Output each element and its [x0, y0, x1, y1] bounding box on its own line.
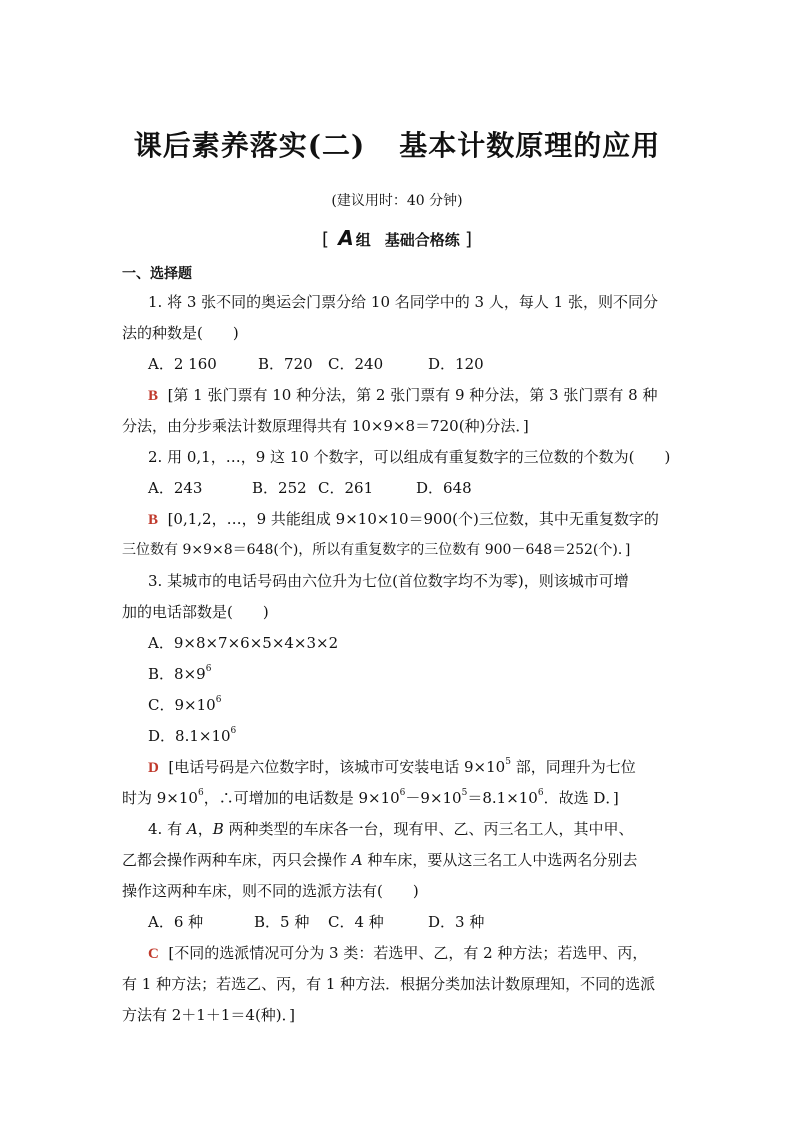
q4-explanation-line1 [148, 943, 647, 964]
q3-exp2-b: ，∴可增加的电话数是 9×10 [203, 789, 400, 807]
page-title [0, 124, 794, 164]
q1-exp1: [第 1 张门票有 10 种分法，第 2 张门票有 9 种分法，第 3 张门票有 8 种 [167, 386, 658, 404]
q2-option-b: B．252 [252, 479, 307, 497]
q3-exp2-s3: 5 [461, 788, 468, 798]
q3-option-c-exp: 6 [215, 695, 222, 705]
q3-exp2-d: ＝8.1×10 [467, 789, 538, 807]
q4-l1-var-b: B [212, 820, 224, 838]
bracket-open: [ [321, 229, 329, 250]
group-word: 组 [355, 231, 371, 249]
q3-exp2-c: －9×10 [405, 789, 462, 807]
q4-l1-comma: ， [197, 820, 213, 838]
q3-exp2-s4: 6 [537, 788, 544, 798]
q3-line2: 加的电话部数是( ) [122, 603, 269, 621]
q3-option-c-base: C．9×10 [148, 696, 216, 714]
q4-option-a: A．6 种 [148, 913, 204, 931]
q3-exp2-a: 时为 9×10 [122, 789, 198, 807]
q3-line1: 3. 某城市的电话号码由六位升为七位(首位数字均不为零)，则该城市可增 [148, 572, 629, 590]
q3-option-c [148, 695, 221, 715]
title-left: 课后素养落实(二) [133, 129, 366, 162]
q3-option-d [148, 726, 236, 746]
q4-line1 [148, 819, 634, 839]
q3-exp2-s1: 6 [197, 788, 204, 798]
q2-line1: 2. 用 0,1，…，9 这 10 个数字，可以组成有重复数字的三位数的个数为( ) [148, 448, 671, 466]
q4-answer: C [148, 946, 159, 962]
q1-option-a: A．2 160 [148, 355, 217, 373]
q1-option-b: B．720 [258, 355, 313, 373]
q4-l1-b: 两种类型的车床各一台，现有甲、乙、丙三名工人，其中甲、 [223, 820, 634, 838]
q3-option-b-exp: 6 [205, 664, 212, 674]
section-heading: 一、选择题 [122, 266, 192, 282]
title-right: 基本计数原理的应用 [399, 129, 661, 162]
q3-answer: D [148, 760, 159, 776]
q3-explanation-line1 [148, 757, 636, 778]
q2-option-d: D．648 [416, 479, 472, 497]
q4-line2 [122, 850, 637, 870]
time-note: (建议用时：40 分钟) [331, 193, 463, 209]
q3-exp1-b: 部，同理升为七位 [510, 758, 636, 776]
q2-option-a: A．243 [148, 479, 203, 497]
q3-exp2-s2: 6 [399, 788, 406, 798]
q3-option-d-exp: 6 [230, 726, 237, 736]
q1-explanation-line2: 分法，由分步乘法计数原理得共有 10×9×8＝720(种)分法．] [122, 417, 529, 435]
q4-exp1: [不同的选派情况可分为 3 类：若选甲、乙，有 2 种方法；若选甲、丙， [168, 944, 648, 962]
q4-l1-a: 4. 有 [148, 820, 187, 838]
q1-answer: B [148, 388, 159, 404]
q3-exp1-sup: 5 [505, 757, 511, 767]
q3-option-d-base: D．8.1×10 [148, 727, 231, 745]
q1-option-d: D．120 [428, 355, 484, 373]
q3-exp1-a: [电话号码是六位数字时，该城市可安装电话 9×10 [168, 758, 506, 776]
q2-option-c: C．261 [318, 479, 374, 497]
q3-explanation-line2 [122, 788, 619, 808]
q2-explanation-line2: 三位数有 9×9×8＝648(个)，所以有重复数字的三位数有 900－648＝252(个)．] [122, 542, 631, 558]
q4-l2-b: 种车床，要从这三名工人中选两名分别去 [362, 851, 638, 869]
q4-option-b: B．5 种 [254, 913, 310, 931]
q2-answer: B [148, 512, 159, 528]
q3-option-a: A．9×8×7×6×5×4×3×2 [148, 634, 339, 652]
group-heading [0, 226, 794, 250]
q4-option-d: D．3 种 [428, 913, 485, 931]
q4-l2-var-a: A [351, 851, 363, 869]
q4-line3: 操作这两种车床，则不同的选派方法有( ) [122, 882, 419, 900]
q3-option-b-base: B．8×9 [148, 665, 206, 683]
group-name: 基础合格练 [384, 231, 460, 249]
q3-option-b [148, 664, 211, 684]
bracket-close: ] [464, 229, 473, 250]
q4-explanation-line3: 方法有 2＋1＋1＝4(种)．] [122, 1006, 295, 1024]
q2-explanation-line1 [148, 509, 659, 530]
q4-l2-a: 乙都会操作两种车床，丙只会操作 [122, 851, 352, 869]
q4-option-c: C．4 种 [328, 913, 384, 931]
q2-exp1: [0,1,2，…，9 共能组成 9×10×10＝900(个)三位数，其中无重复数字的 [167, 510, 659, 528]
q1-option-c: C．240 [328, 355, 384, 373]
q4-explanation-line2: 有 1 种方法；若选乙、丙，有 1 种方法．根据分类加法计数原理知，不同的选派 [122, 975, 656, 993]
q1-explanation-line1 [148, 385, 657, 406]
q1-line2: 法的种数是( ) [122, 324, 239, 342]
q1-line1: 1. 将 3 张不同的奥运会门票分给 10 名同学中的 3 人，每人 1 张，则不同分 [148, 293, 658, 311]
q3-exp2-e: ．故选 D．] [543, 789, 619, 807]
group-letter: A [338, 226, 354, 250]
q4-l1-var-a: A [186, 820, 198, 838]
